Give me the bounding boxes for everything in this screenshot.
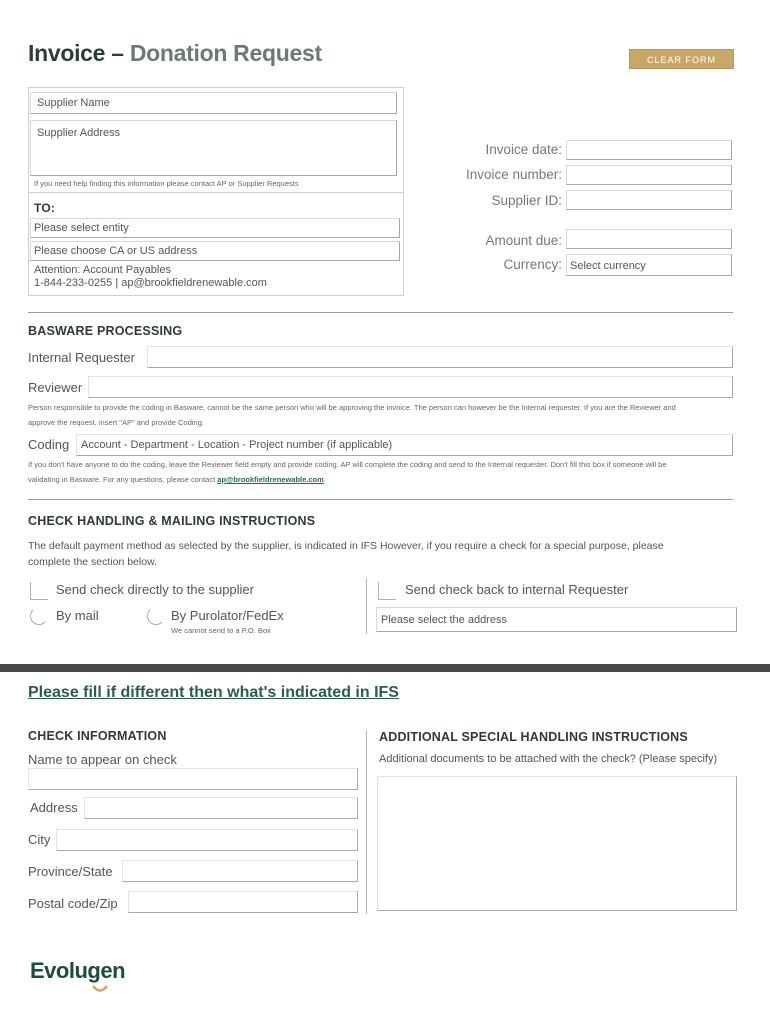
address-field[interactable] [84, 797, 358, 819]
fill-section-vdivider [366, 730, 367, 914]
coding-note-line2-end: . [323, 475, 326, 484]
by-mail-radio[interactable] [30, 607, 48, 625]
supplier-name-field[interactable] [30, 92, 397, 114]
reviewer-label: Reviewer [28, 380, 83, 395]
special-handling-prompt: Additional documents to be attached with the check? (Please specify) [379, 753, 718, 765]
coding-note-line1: If you don't have anyone to do the coding, leave the Reviewer field empty and provide coding. AP will complete the coding and send to the Internal requester. Don't fill this box if someone will be [28, 460, 667, 469]
by-purolator-radio[interactable] [147, 607, 165, 625]
supplier-name-placeholder: Supplier Name [37, 97, 110, 109]
coding-note [28, 457, 738, 487]
check-handling-paragraph [28, 538, 738, 570]
send-requester-checkbox[interactable] [378, 582, 396, 600]
invoice-number-field[interactable] [566, 165, 732, 185]
amount-due-field[interactable] [566, 229, 732, 249]
coding-label: Coding [28, 437, 70, 452]
invoice-number-label: Invoice number: [465, 167, 562, 182]
title-part-donation: Donation Request [129, 40, 322, 66]
contact-text: 1-844-233-0255 | ap@brookfieldrenewable.com [34, 277, 267, 289]
reviewer-field[interactable] [88, 376, 733, 398]
logo-swoosh-icon [92, 984, 108, 994]
check-info-heading: CHECK INFORMATION [28, 729, 167, 743]
address-label: Address [30, 800, 78, 815]
supplier-address-field[interactable] [30, 120, 397, 176]
address-country-placeholder: Please choose CA or US address [34, 245, 198, 257]
ap-email-link[interactable]: ap@brookfieldrenewable.com [217, 475, 324, 484]
attention-text: Attention: Account Payables [34, 264, 171, 276]
invoice-date-field[interactable] [566, 140, 732, 160]
city-field[interactable] [56, 829, 358, 851]
check-handling-paragraph-line2: complete the section below. [28, 556, 157, 568]
send-requester-label: Send check back to internal Requester [405, 582, 629, 597]
section-divider-bar [0, 664, 770, 672]
clear-form-button[interactable]: CLEAR FORM [629, 49, 734, 69]
currency-placeholder: Select currency [570, 260, 646, 272]
coding-field[interactable] [76, 434, 733, 456]
coding-note-line2 [28, 472, 738, 487]
address-country-select[interactable] [30, 241, 400, 261]
reviewer-note [28, 400, 738, 430]
entity-select-placeholder: Please select entity [34, 222, 129, 234]
coding-placeholder: Account - Department - Location - Project number (if applicable) [81, 439, 393, 451]
internal-requester-field[interactable] [147, 346, 733, 368]
province-label: Province/State [28, 864, 113, 879]
postal-label: Postal code/Zip [28, 896, 118, 911]
by-purolator-label: By Purolator/FedEx [171, 608, 284, 623]
reviewer-note-line1: Person responsible to provide the coding in Basware, cannot be the same person who will be approving the invoice. The person can however be the Internal requester. If you are the Reviewer and [28, 403, 676, 412]
divider-mid [28, 499, 733, 500]
page-title [28, 40, 322, 67]
send-supplier-checkbox[interactable] [30, 582, 48, 600]
to-heading: TO: [34, 201, 56, 215]
internal-requester-label: Internal Requester [28, 350, 135, 365]
currency-label: Currency: [503, 257, 562, 272]
invoice-date-label: Invoice date: [485, 142, 562, 157]
supplier-id-field[interactable] [566, 190, 732, 210]
send-supplier-label: Send check directly to the supplier [56, 582, 254, 597]
evolugen-logo: Evolugen [30, 958, 126, 983]
po-box-note: We cannot send to a P.O. Box [171, 626, 271, 635]
name-on-check-field[interactable] [28, 768, 358, 790]
title-part-invoice: Invoice – [28, 40, 130, 66]
city-label: City [28, 832, 51, 847]
reviewer-note-line2: approve the request, insert "AP" and provide Coding. [28, 418, 204, 427]
requester-address-select[interactable] [376, 607, 737, 632]
coding-note-line2-text: validating in Basware. For any questions, please contact [28, 475, 218, 484]
name-on-check-label: Name to appear on check [28, 752, 177, 767]
check-handling-vdivider [366, 578, 367, 634]
fill-section-title: Please fill if different then what's indicated in IFS [28, 684, 399, 701]
supplier-id-label: Supplier ID: [491, 193, 562, 208]
basware-heading: BASWARE PROCESSING [28, 324, 183, 338]
supplier-address-placeholder: Supplier Address [37, 127, 121, 139]
entity-select[interactable] [30, 218, 400, 238]
check-handling-heading: CHECK HANDLING & MAILING INSTRUCTIONS [28, 514, 316, 528]
check-handling-paragraph-line1: The default payment method as selected by the supplier, is indicated in IFS However, if you require a check for a special purpose, please [28, 540, 664, 552]
supplier-help-text: If you need help finding this information please contact AP or Supplier Requests [34, 179, 299, 188]
special-handling-textarea[interactable] [377, 776, 737, 911]
to-divider [29, 192, 403, 193]
special-handling-heading: ADDITIONAL SPECIAL HANDLING INSTRUCTIONS [379, 730, 688, 744]
postal-field[interactable] [128, 891, 358, 913]
province-field[interactable] [122, 860, 358, 882]
amount-due-label: Amount due: [485, 233, 562, 248]
by-mail-label: By mail [56, 608, 99, 623]
requester-address-placeholder: Please select the address [381, 614, 507, 626]
divider-top [28, 312, 733, 313]
currency-select[interactable] [566, 254, 732, 276]
